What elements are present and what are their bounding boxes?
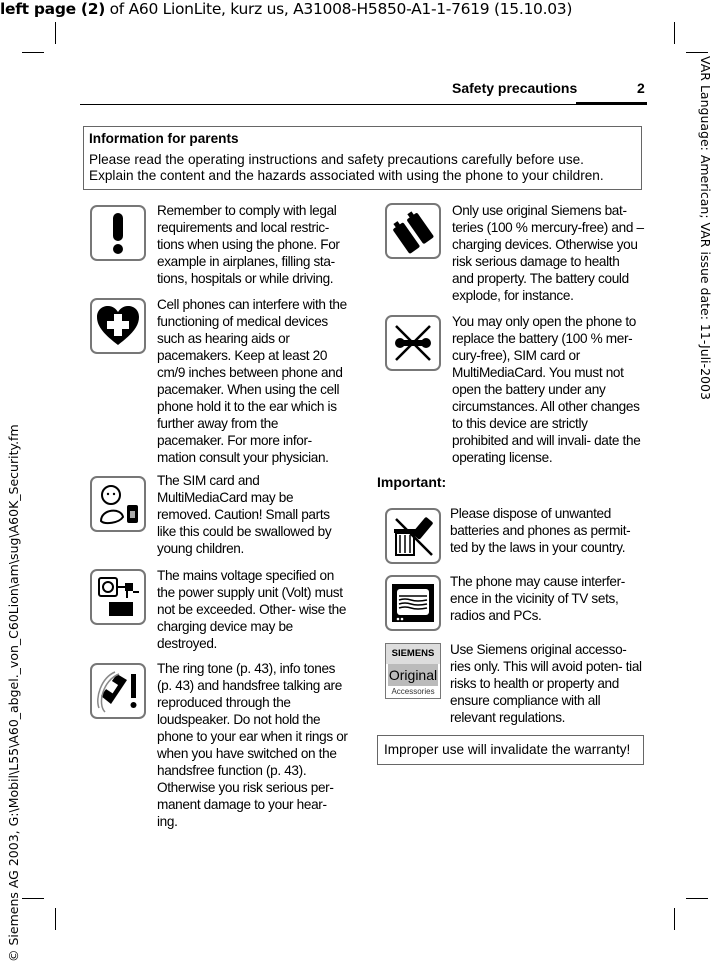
crop-mark (686, 52, 708, 53)
page-title: Safety precautions (452, 80, 578, 96)
info-line-1: Please read the operating instructions and safety precautions carefully before use. (89, 151, 584, 167)
info-box (83, 126, 642, 190)
print-job-line (0, 0, 572, 18)
safety-text-mains: The mains voltage specified on the power supply unit (Volt) must not be exceeded. Other- wise the charging device may be destroyed. (157, 568, 347, 651)
info-heading: Information for parents (89, 131, 239, 146)
crop-mark (55, 22, 56, 44)
crop-mark (55, 908, 56, 930)
important-text-accessories: Use Siemens original accesso- ries only. This will avoid poten- tial risks to health or property and ensure compliance with all relevant regulations. (450, 642, 642, 725)
no-tools-icon (385, 315, 441, 371)
original-word: Original (388, 664, 438, 686)
safety-text-legal: Remember to comply with legal requirements and local restric- tions when using the phone. For example in airplanes, filling sta- tions, hospitals or while driving. (157, 203, 340, 286)
loud-phone-icon (90, 663, 146, 719)
important-text-tv: The phone may cause interfer- ence in the vicinity of TV sets, radios and PCs. (450, 574, 625, 623)
important-heading: Important: (377, 474, 447, 490)
crop-mark (22, 898, 44, 899)
baby-sim-icon (90, 476, 146, 532)
crop-mark (674, 22, 675, 44)
crop-mark (686, 898, 708, 899)
header-rule (80, 104, 647, 105)
tv-interference-icon (385, 575, 441, 631)
print-job-bold: left page (2) (0, 0, 105, 18)
accessories-word: Accessories (391, 687, 435, 696)
info-line-2: Explain the content and the hazards associated with using the phone to your children. (89, 168, 604, 183)
siemens-logo-text: SIEMENS (386, 644, 440, 664)
heart-cross-icon (90, 298, 146, 354)
safety-text-medical: Cell phones can interfere with the functioning of medical devices such as hearing aids or pacemakers. Keep at least 20 cm/9 inches between phone and pacemaker. When using the cell phone hold it to the ear which is further away from the pacemaker. For more infor- mation consult your physician. (157, 297, 347, 465)
side-text-left: © Siemens AG 2003, G:\Mobil\L55\A60_abgel._von_C60Lion\am\sug\A60K_Security.fm (6, 424, 21, 962)
power-supply-icon (90, 569, 146, 625)
crop-mark (22, 52, 44, 53)
side-text-right: VAR Language: American; VAR issue date: 11-Juli-2003 (698, 56, 713, 400)
safety-text-ringtone: The ring tone (p. 43), info tones (p. 43) and handsfree talking are reproduced through the loudspeaker. Do not hold the phone to your ear when it rings or when you have switched on the handsfree function (p. 43). Otherwise you risk serious per- manent damage to your hear- ing. (157, 661, 348, 829)
disposal-bin-icon (385, 508, 441, 564)
batteries-icon (385, 203, 441, 259)
crop-mark (674, 908, 675, 930)
exclamation-icon (90, 205, 146, 261)
siemens-original-icon (385, 643, 441, 699)
safety-text-sim: The SIM card and MultiMediaCard may be removed. Caution! Small parts like this could be swallowed by young children. (157, 473, 332, 556)
header-rule-thick (576, 102, 647, 105)
safety-text-batteries: Only use original Siemens bat- teries (100 % mercury-free) and – charging devices. Otherwise you risk serious damage to health and property. The battery could explode, for instance. (452, 203, 644, 303)
warranty-box: Improper use will invalidate the warranty! (377, 735, 644, 765)
important-text-disposal: Please dispose of unwanted batteries and phones as permit- ted by the laws in your country. (450, 506, 631, 555)
print-job-rest: of A60 LionLite, kurz us, A31008-H5850-A1-1-7619 (15.10.03) (105, 0, 573, 18)
safety-text-opening: You may only open the phone to replace the battery (100 % mer- cury-free), SIM card or MultiMediaCard. You must not open the battery under any circumstances. All other changes to this device are strictly prohibited and will invali- date the operating license. (452, 314, 641, 465)
page-number: 2 (637, 80, 645, 96)
